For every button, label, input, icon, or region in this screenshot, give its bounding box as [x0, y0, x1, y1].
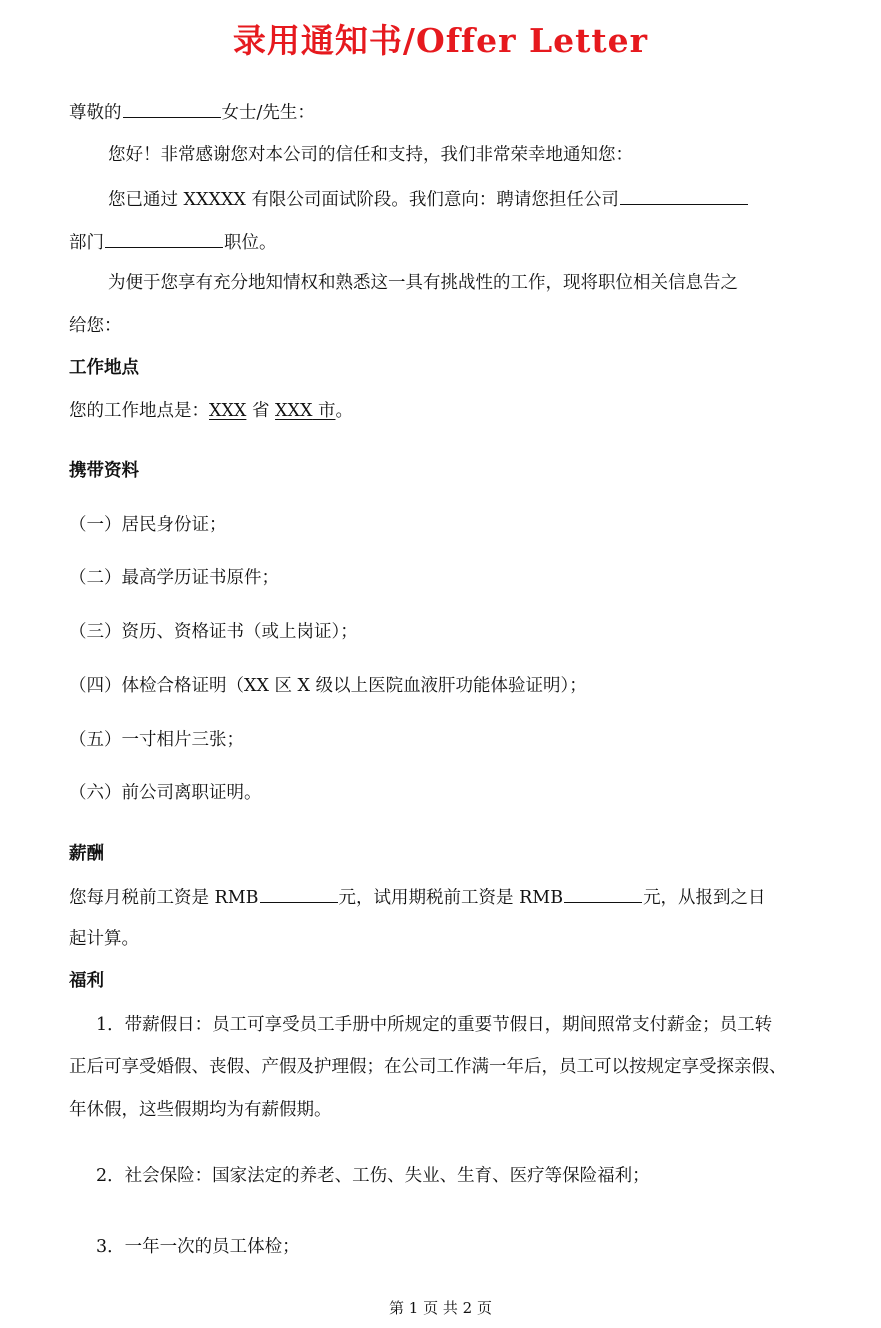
- greeting-line: [69, 99, 315, 125]
- document-title: 录用通知书/Offer Letter: [232, 21, 649, 60]
- monthly-salary-blank: [260, 884, 338, 903]
- city-value: XXX: [275, 401, 313, 421]
- welfare-item-2: 2．社会保险：国家法定的养老、工伤、失业、生育、医疗等保险福利；: [96, 1166, 650, 1186]
- materials-item: （二）最高学历证书原件；: [69, 568, 279, 588]
- department-label: 部门: [69, 233, 104, 253]
- location-line: [69, 399, 353, 423]
- materials-item: （四）体检合格证明（XX 区 X 级以上医院血液肝功能体验证明）；: [69, 676, 587, 696]
- welfare-item-1-line-3: 年休假，这些假期均为有薪假期。: [69, 1100, 332, 1120]
- province-value: XXX: [209, 401, 247, 421]
- materials-item: （一）居民身份证；: [69, 515, 227, 535]
- welfare-heading: 福利: [69, 971, 104, 991]
- purpose-line-2: 给您：: [69, 316, 122, 336]
- greeting-prefix: 尊敬的: [69, 103, 122, 123]
- location-end: 。: [335, 401, 353, 421]
- welfare-item-3: 3．一年一次的员工体检；: [96, 1237, 300, 1257]
- welfare-item-1-line-1: 1．带薪假日：员工可享受员工手册中所规定的重要节假日，期间照常支付薪金；员工转: [96, 1015, 773, 1035]
- probation-salary-blank: [564, 884, 642, 903]
- materials-item: （五）一寸相片三张；: [69, 730, 244, 750]
- location-prefix: 您的工作地点是：: [69, 401, 209, 421]
- passed-text: 您已通过 XXXXX 有限公司面试阶段。我们意向：聘请您担任公司: [108, 190, 619, 210]
- materials-heading: 携带资料: [69, 461, 139, 481]
- salary-heading: 薪酬: [69, 844, 104, 864]
- position-label: 职位。: [224, 233, 277, 253]
- province-unit: 省: [246, 401, 276, 421]
- passed-line: [108, 186, 749, 212]
- salary-part-2: 元，试用期税前工资是 RMB: [338, 888, 564, 908]
- salary-part-3: 元，从报到之日: [643, 888, 766, 908]
- materials-item: （六）前公司离职证明。: [69, 783, 262, 803]
- intro-paragraph: 您好！非常感谢您对本公司的信任和支持，我们非常荣幸地通知您：: [108, 145, 633, 165]
- name-blank: [123, 99, 221, 118]
- welfare-item-1-line-2: 正后可享受婚假、丧假、产假及护理假；在公司工作满一年后，员工可以按规定享受探亲假、: [69, 1057, 787, 1077]
- salary-part-1: 您每月税前工资是 RMB: [69, 888, 259, 908]
- department-line: [69, 229, 277, 255]
- salary-line-2: 起计算。: [69, 929, 139, 949]
- salary-line-1: [69, 884, 766, 910]
- materials-item: （三）资历、资格证书（或上岗证）；: [69, 622, 358, 642]
- page-footer: 第 1 页 共 2 页: [389, 1299, 492, 1317]
- company-blank: [620, 186, 748, 205]
- department-blank: [105, 229, 223, 248]
- purpose-line-1: 为便于您享有充分地知情权和熟悉这一具有挑战性的工作，现将职位相关信息告之: [108, 273, 738, 293]
- location-heading: 工作地点: [69, 358, 139, 378]
- greeting-suffix: 女士/先生：: [221, 103, 315, 123]
- city-unit: 市: [312, 401, 336, 421]
